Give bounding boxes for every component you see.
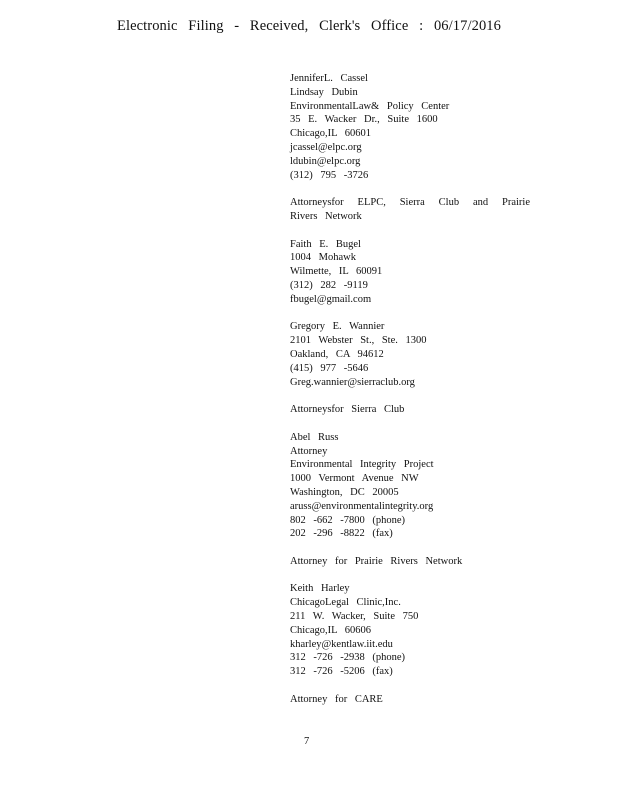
contact-block-russ <box>290 431 530 541</box>
contact-name: JenniferL. Cassel <box>290 73 368 84</box>
phone: (312) 795 -3726 <box>290 169 369 181</box>
email: Greg.wannier@sierraclub.org <box>290 376 415 388</box>
representation-care <box>290 693 530 707</box>
representation-label: Attorneysfor Sierra Club <box>290 404 405 416</box>
city-state-zip: Washington, DC 20005 <box>290 486 399 498</box>
representation-prairie-rivers <box>290 555 530 569</box>
email: aruss@environmentalintegrity.org <box>290 500 434 512</box>
organization: Environmental Integrity Project <box>290 459 434 471</box>
page-number: 7 <box>304 736 310 747</box>
contact-block-harley <box>290 582 530 679</box>
contact-name: Lindsay Dubin <box>290 86 358 98</box>
representation-sierra-club <box>290 403 530 417</box>
contact-name: Keith Harley <box>290 583 350 595</box>
street-address: 35 E. Wacker Dr., Suite 1600 <box>290 114 438 126</box>
representation-label: Attorneysfor ELPC, Sierra Club and Prairie Rivers Network <box>290 197 530 222</box>
city-state-zip: Oakland, CA 94612 <box>290 348 384 360</box>
city-state-zip: Chicago,IL 60601 <box>290 128 372 140</box>
organization: ChicagoLegal Clinic,Inc. <box>290 597 401 609</box>
representation-label: Attorney for CARE <box>290 693 383 705</box>
street-address: 1004 Mohawk <box>290 252 356 264</box>
street-address: 211 W. Wacker, Suite 750 <box>290 611 419 623</box>
contact-name: Gregory E. Wannier <box>290 321 385 333</box>
email: fbugel@gmail.com <box>290 293 372 305</box>
representation-elpc <box>290 196 530 224</box>
contact-block-bugel <box>290 238 530 307</box>
contact-block-cassel-dubin <box>290 72 530 182</box>
phone: (415) 977 -5646 <box>290 362 369 374</box>
contact-title: Attorney <box>290 445 328 457</box>
filing-stamp-header: Electronic Filing - Received, Clerk's Office : 06/17/2016 <box>116 18 502 34</box>
service-list <box>290 72 530 720</box>
street-address: 1000 Vermont Avenue NW <box>290 473 419 485</box>
email: kharley@kentlaw.iit.edu <box>290 638 393 650</box>
contact-name: Abel Russ <box>290 431 339 443</box>
fax: 202 -296 -8822 (fax) <box>290 528 393 540</box>
contact-name: Faith E. Bugel <box>290 238 361 250</box>
contact-block-wannier <box>290 320 530 389</box>
phone: 312 -726 -2938 (phone) <box>290 652 406 664</box>
phone: 802 -662 -7800 (phone) <box>290 514 406 526</box>
email: ldubin@elpc.org <box>290 155 361 167</box>
organization: EnvironmentalLaw& Policy Center <box>290 100 450 112</box>
representation-label: Attorney for Prairie Rivers Network <box>290 555 463 567</box>
email: jcassel@elpc.org <box>290 141 362 153</box>
phone: (312) 282 -9119 <box>290 279 368 291</box>
city-state-zip: Chicago,IL 60606 <box>290 624 372 636</box>
fax: 312 -726 -5206 (fax) <box>290 666 393 678</box>
city-state-zip: Wilmette, IL 60091 <box>290 266 383 278</box>
street-address: 2101 Webster St., Ste. 1300 <box>290 335 427 347</box>
